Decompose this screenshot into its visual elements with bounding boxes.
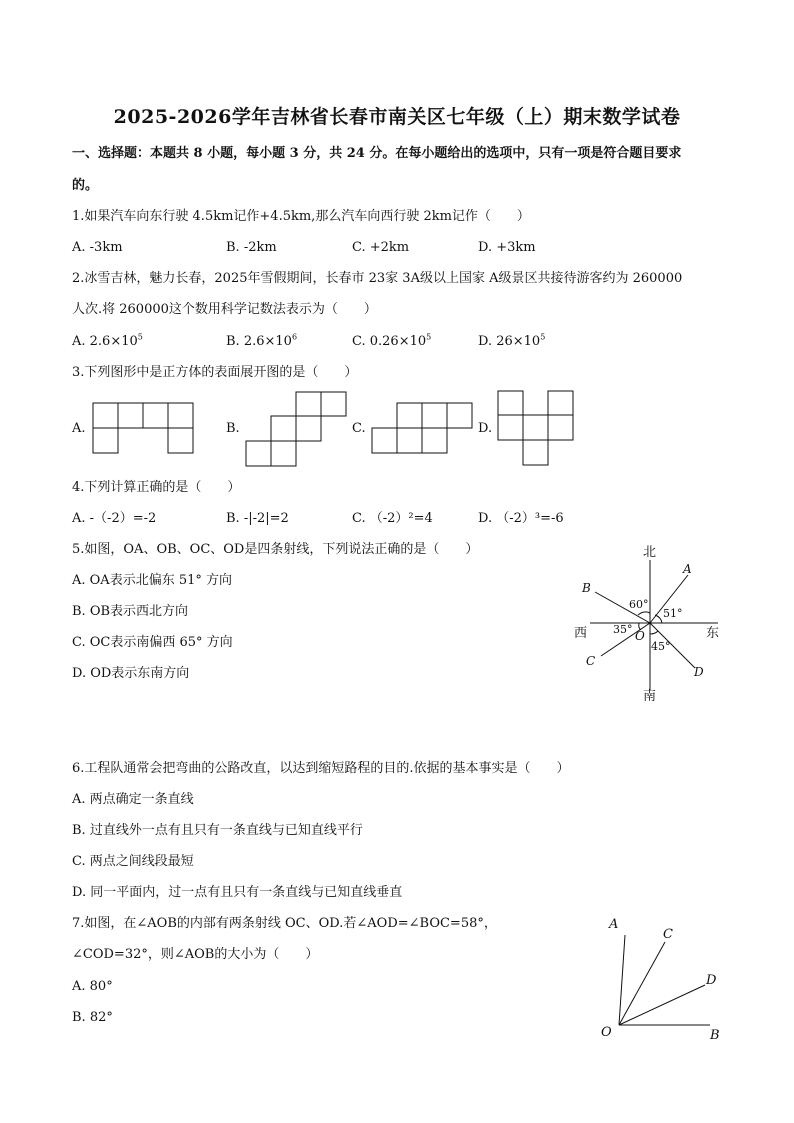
ray-oc (619, 942, 665, 1025)
label-c: C (663, 927, 673, 942)
q2-option-d-mantissa: D. 26×10 (478, 334, 541, 349)
ray-oa (619, 935, 625, 1025)
q3-stem: 3.下列图形中是正方体的表面展开图的是（ ） (72, 365, 358, 380)
q5-option-c[interactable]: C. OC表示南偏西 65° 方向 (72, 635, 233, 650)
q3-option-d-label[interactable]: D. (478, 421, 493, 436)
label-b: B (710, 1028, 720, 1043)
section-heading-cont: 的。 (72, 178, 99, 193)
q7-stem-line2: ∠COD=32°，则∠AOB的大小为（ ） (72, 947, 319, 962)
q4-option-b[interactable]: B. -|-2|=2 (226, 511, 289, 526)
q5-option-a[interactable]: A. OA表示北偏东 51° 方向 (72, 573, 233, 588)
q4-option-a[interactable]: A. -（-2）=-2 (72, 511, 157, 526)
net-c (372, 403, 472, 453)
q7-option-a[interactable]: A. 80° (72, 979, 113, 994)
angle-51: 51° (663, 607, 683, 620)
q5-option-b[interactable]: B. OB表示西北方向 (72, 604, 189, 619)
net-d (498, 391, 573, 465)
q6-option-d[interactable]: D. 同一平面内，过一点有且只有一条直线与已知直线垂直 (72, 885, 403, 900)
label-d: D (706, 973, 717, 988)
q1-option-b[interactable]: B. -2km (226, 240, 277, 255)
q3-option-a-label[interactable]: A. (72, 421, 86, 436)
ray-od (619, 985, 705, 1025)
label-o: O (635, 629, 645, 643)
q3-option-b-label[interactable]: B. (226, 421, 240, 436)
label-b: B (582, 581, 591, 595)
q2-option-d-exp: 5 (540, 332, 546, 342)
q2-stem-line1: 2.冰雪吉林，魅力长春，2025年雪假期间，长春市 23家 3A级以上国家 A级景区共接待游客约为 260000 (72, 271, 683, 286)
label-north: 北 (643, 545, 657, 560)
q5-option-d[interactable]: D. OD表示东南方向 (72, 666, 190, 681)
label-o: O (601, 1025, 612, 1040)
q7-option-b[interactable]: B. 82° (72, 1010, 113, 1025)
q4-stem: 4.下列计算正确的是（ ） (72, 480, 241, 495)
label-a: A (609, 917, 619, 932)
q3-option-c-label[interactable]: C. (352, 421, 366, 436)
q1-stem: 1.如果汽车向东行驶 4.5km记作+4.5km,那么汽车向西行驶 2km记作（ ） (72, 209, 530, 224)
label-c: C (586, 654, 596, 668)
q2-option-c-mantissa: C. 0.26×10 (352, 334, 427, 349)
q1-option-d[interactable]: D. +3km (478, 240, 536, 255)
arc-51 (655, 615, 662, 623)
label-south: 南 (643, 689, 657, 704)
q5-compass-figure (574, 545, 719, 704)
arc-60 (638, 612, 650, 615)
angle-35: 35° (613, 623, 633, 636)
q4-option-d[interactable]: D. （-2）³=-6 (478, 511, 564, 526)
page-title: 2025-2026学年吉林省长春市南关区七年级（上）期末数学试卷 (113, 106, 681, 128)
label-d: D (694, 665, 704, 679)
section-heading: 一、选择题：本题共 8 小题，每小题 3 分，共 24 分。在每小题给出的选项中，只有一项是符合题目要求 (72, 146, 682, 161)
q1-option-a[interactable]: A. -3km (72, 240, 123, 255)
label-west: 西 (574, 626, 588, 641)
q7-stem-line1: 7.如图，在∠AOB的内部有两条射线 OC、OD.若∠AOD=∠BOC=58°， (72, 916, 497, 931)
q2-option-a-mantissa: A. 2.6×10 (72, 334, 138, 349)
net-b (246, 392, 346, 466)
q6-option-c[interactable]: C. 两点之间线段最短 (72, 854, 194, 869)
q1-option-c[interactable]: C. +2km (352, 240, 410, 255)
arc-45 (650, 631, 658, 634)
q6-stem: 6.工程队通常会把弯曲的公路改直，以达到缩短路程的目的.依据的基本事实是（ ） (72, 761, 570, 776)
q5-stem: 5.如图，OA、OB、OC、OD是四条射线，下列说法正确的是（ ） (72, 542, 479, 557)
q2-option-c-exp: 5 (426, 332, 432, 342)
q6-option-a[interactable]: A. 两点确定一条直线 (72, 792, 194, 807)
q7-angle-figure (601, 917, 720, 1043)
q2-option-a-exp: 5 (137, 332, 143, 342)
q2-stem-line2: 人次.将 260000这个数用科学记数法表示为（ ） (72, 302, 377, 317)
net-a (93, 403, 193, 453)
q4-option-c[interactable]: C. （-2）²=4 (352, 511, 433, 526)
angle-45: 45° (651, 640, 671, 653)
angle-60: 60° (629, 598, 649, 611)
q2-option-b-exp: 6 (291, 332, 298, 342)
label-a: A (683, 562, 692, 576)
q2-option-b-mantissa: B. 2.6×10 (226, 334, 292, 349)
q6-option-b[interactable]: B. 过直线外一点有且只有一条直线与已知直线平行 (72, 823, 363, 838)
label-east: 东 (706, 626, 720, 641)
